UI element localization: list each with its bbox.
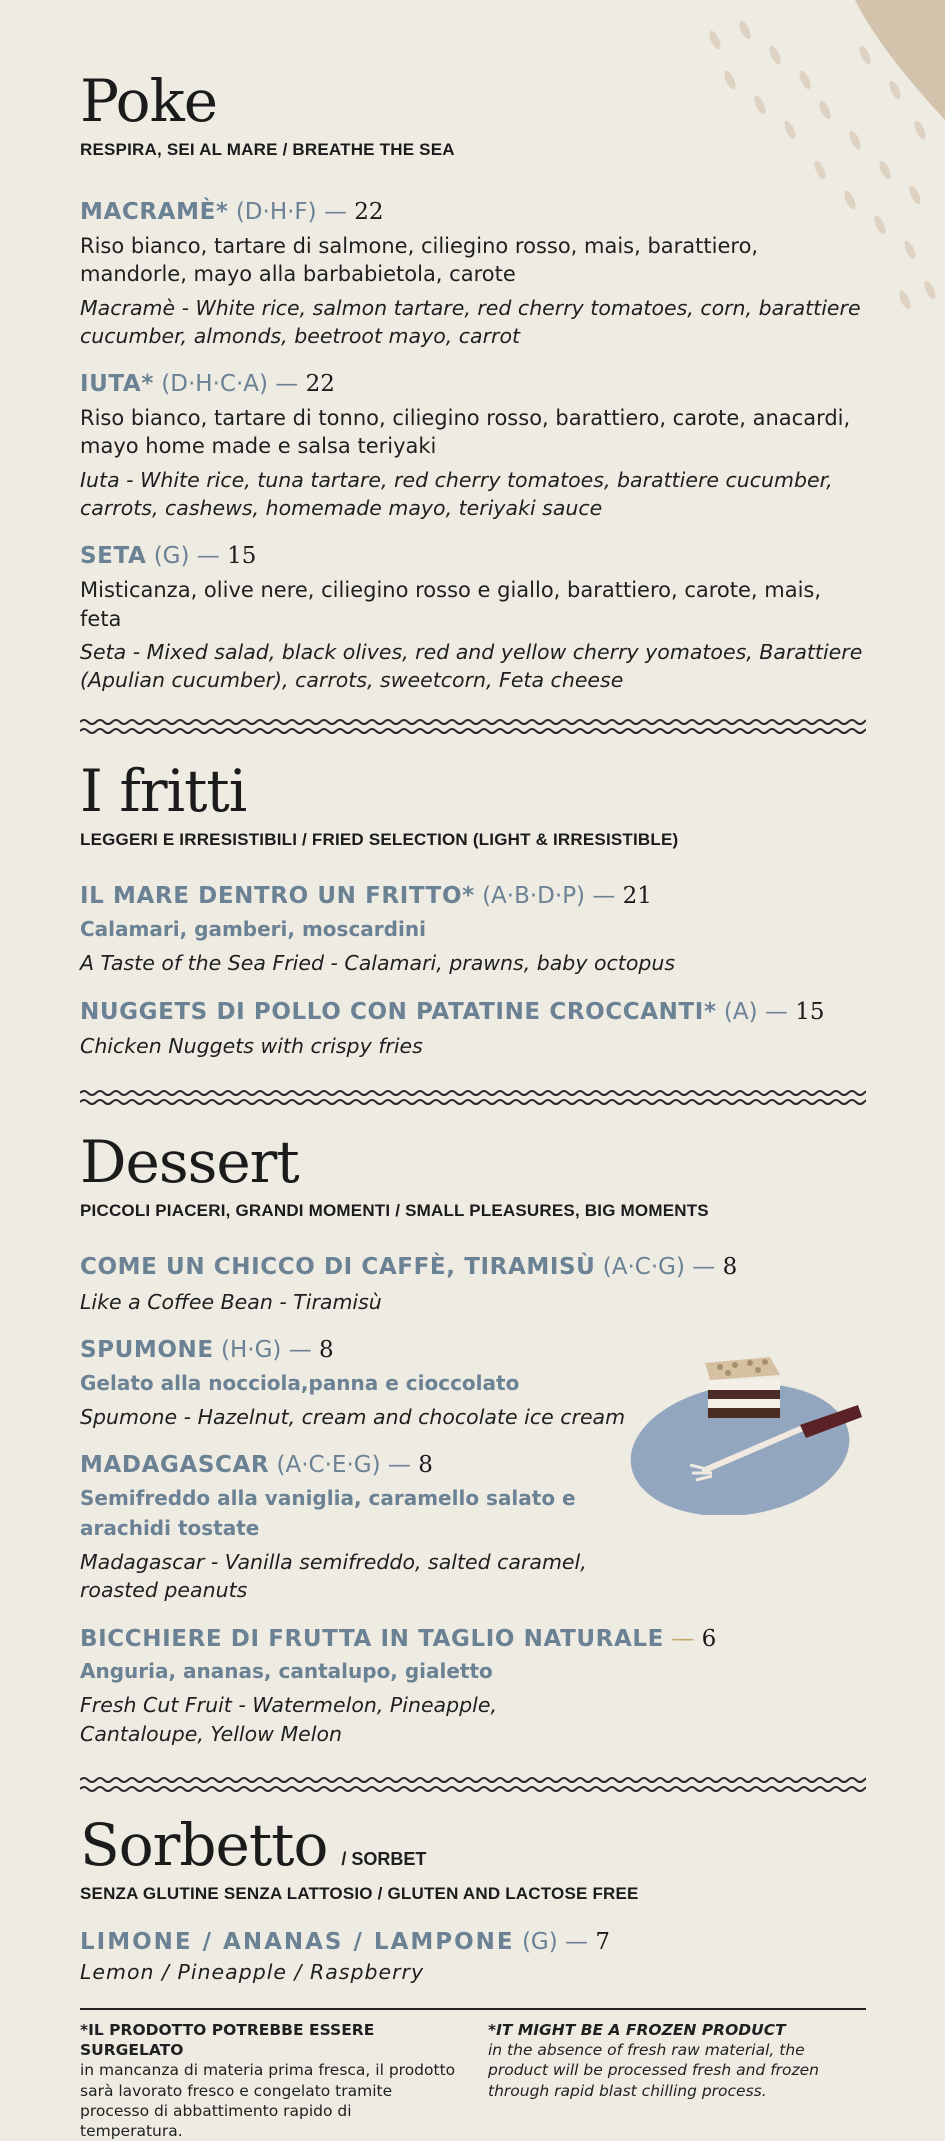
item-allergens: (G): [521, 1929, 558, 1956]
item-header: [80, 882, 866, 912]
item-description-en: Lemon / Pineapple / Raspberry: [80, 1959, 425, 1984]
item-header: [80, 1625, 866, 1655]
item-allergens: (A·B·D·P): [482, 883, 586, 910]
item-price: 7: [595, 1929, 610, 1956]
item-price: 21: [622, 883, 652, 910]
item-price: 8: [319, 1336, 334, 1363]
item-dash: —: [764, 998, 788, 1025]
menu-item: [80, 542, 866, 694]
item-description-en: Macramè - White rice, salmon tartare, red cherry tomatoes, corn, barattiere cucumber, almonds, beetroot mayo, carrot: [80, 295, 861, 348]
section-title: Poke: [80, 67, 218, 135]
section-title: Dessert: [80, 1127, 299, 1196]
item-name: COME UN CHICCO DI CAFFÈ, TIRAMISÙ: [80, 1253, 596, 1280]
footer-note-body: in mancanza di materia prima fresca, il prodotto sarà lavorato fresco e congelato tramite processo di abbattimento rapido di temperatura.: [80, 2061, 456, 2140]
section-subtitle: RESPIRA, SEI AL MARE / BREATHE THE SEA: [80, 140, 455, 159]
footer-note-heading: *IT MIGHT BE A FROZEN PRODUCT: [488, 2021, 786, 2040]
menu-content: [80, 0, 866, 2141]
item-header: [80, 1928, 866, 1958]
item-description-en: Spumone - Hazelnut, cream and chocolate ice cream: [80, 1404, 626, 1429]
item-subtitle: Calamari, gamberi, moscardini: [80, 917, 426, 942]
item-description-it: Riso bianco, tartare di salmone, ciliegino rosso, mais, barattiero, mandorle, mayo alla barbabietola, carote: [80, 233, 759, 287]
item-subtitle: Anguria, ananas, cantalupo, gialetto: [80, 1659, 493, 1684]
section-subtitle: PICCOLI PIACERI, GRANDI MOMENTI / SMALL PLEASURES, BIG MOMENTS: [80, 1200, 709, 1220]
item-header: [80, 370, 866, 400]
item-description-en: Seta - Mixed salad, black olives, red and yellow cherry yomatoes, Barattiere (Apulian cucumber), carrots, sweetcorn, Feta cheese: [80, 639, 863, 693]
item-name: IUTA*: [80, 371, 154, 398]
section-title-row: [80, 1811, 866, 1880]
item-price: 8: [418, 1452, 433, 1479]
menu-item: [80, 1928, 866, 1986]
item-allergens: (D·H·F): [235, 199, 317, 225]
item-description-en: Like a Coffee Bean - Tiramisù: [80, 1289, 382, 1314]
item-header: [80, 1253, 866, 1283]
item-price: 6: [701, 1625, 717, 1652]
menu-item: [80, 1253, 866, 1316]
menu-item: [80, 198, 866, 350]
item-subtitle: Gelato alla nocciola,panna e cioccolato: [80, 1370, 520, 1395]
item-allergens: (A·C·E·G): [276, 1452, 381, 1479]
wave-divider: [80, 714, 866, 738]
item-description-en: Madagascar - Vanilla semifreddo, salted caramel, roasted peanuts: [80, 1550, 587, 1603]
item-header: [80, 998, 866, 1028]
item-dash: —: [592, 883, 616, 910]
item-allergens: (A): [723, 998, 758, 1025]
item-header: [80, 198, 866, 228]
menu-item: [80, 1625, 866, 1748]
item-price: 22: [305, 371, 335, 398]
item-name: LIMONE / ANANAS / LAMPONE: [80, 1929, 515, 1956]
menu-item: [80, 998, 866, 1061]
item-price: 8: [722, 1253, 738, 1280]
item-header: [80, 542, 866, 572]
item-description-it: Misticanza, olive nere, ciliegino rosso e giallo, barattiero, carote, mais, feta: [80, 578, 822, 631]
footer-note-en: [488, 2020, 866, 2141]
item-name: BICCHIERE DI FRUTTA IN TAGLIO NATURALE: [80, 1625, 664, 1652]
item-allergens: (D·H·C·A): [161, 371, 268, 398]
item-subtitle: Semifreddo alla vaniglia, caramello salato e arachidi tostate: [80, 1486, 576, 1540]
wave-divider: [80, 1772, 866, 1796]
section-title: I fritti: [80, 757, 247, 826]
item-dash: —: [671, 1625, 695, 1652]
item-allergens: (H·G): [221, 1336, 282, 1363]
section-sorbetto: [80, 1796, 866, 1986]
section-title: Sorbetto: [80, 1811, 328, 1880]
item-dash: —: [196, 543, 220, 570]
wave-divider: [80, 1085, 866, 1109]
footer-note-body: in the absence of fresh raw material, the product will be processed fresh and frozen through rapid blast chilling process.: [488, 2041, 820, 2100]
item-dash: —: [565, 1929, 589, 1956]
item-name: MACRAMÈ*: [80, 199, 229, 225]
item-name: NUGGETS DI POLLO CON PATATINE CROCCANTI*: [80, 998, 717, 1025]
section-subtitle: LEGGERI E IRRESISTIBILI / FRIED SELECTION (LIGHT & IRRESISTIBLE): [80, 830, 679, 850]
item-dash: —: [288, 1336, 312, 1363]
tiramisu-plate-fork-icon: [630, 1345, 870, 1515]
item-name: SPUMONE: [80, 1336, 214, 1363]
footer-note-it: [80, 2020, 458, 2141]
item-description-en: Fresh Cut Fruit - Watermelon, Pineapple, Cantaloupe, Yellow Melon: [80, 1693, 497, 1746]
item-name: MADAGASCAR: [80, 1452, 270, 1479]
item-dash: —: [692, 1253, 716, 1280]
menu-item: [80, 882, 866, 977]
footer-notes: [80, 2020, 866, 2141]
footer-note-heading: *IL PRODOTTO POTREBBE ESSERE SURGELATO: [80, 2021, 375, 2060]
item-price: 15: [795, 998, 825, 1025]
item-dash: —: [323, 199, 347, 225]
section-fritti: [80, 738, 866, 1060]
item-description-en: Chicken Nuggets with crispy fries: [80, 1034, 423, 1059]
menu-item: [80, 370, 866, 522]
item-name: IL MARE DENTRO UN FRITTO*: [80, 883, 475, 910]
item-name: SETA: [80, 543, 147, 570]
item-description-en: A Taste of the Sea Fried - Calamari, prawns, baby octopus: [80, 951, 676, 976]
footer-divider: [80, 2008, 866, 2010]
item-allergens: (G): [153, 543, 190, 570]
item-allergens: (A·C·G): [602, 1253, 685, 1280]
item-description-en: Iuta - White rice, tuna tartare, red cherry tomatoes, barattiere cucumber, carrots, cashews, homemade mayo, teriyaki sauce: [80, 467, 833, 520]
section-title-suffix: / SORBET: [341, 1849, 427, 1870]
item-price: 15: [227, 543, 257, 570]
item-dash: —: [387, 1452, 411, 1479]
item-dash: —: [275, 371, 299, 398]
section-subtitle: SENZA GLUTINE SENZA LATTOSIO / GLUTEN AND LACTOSE FREE: [80, 1884, 639, 1904]
item-description-it: Riso bianco, tartare di tonno, ciliegino rosso, barattiero, carote, anacardi, mayo home made e salsa teriyaki: [80, 406, 851, 459]
item-price: 22: [354, 199, 384, 225]
section-poke: [80, 0, 866, 694]
